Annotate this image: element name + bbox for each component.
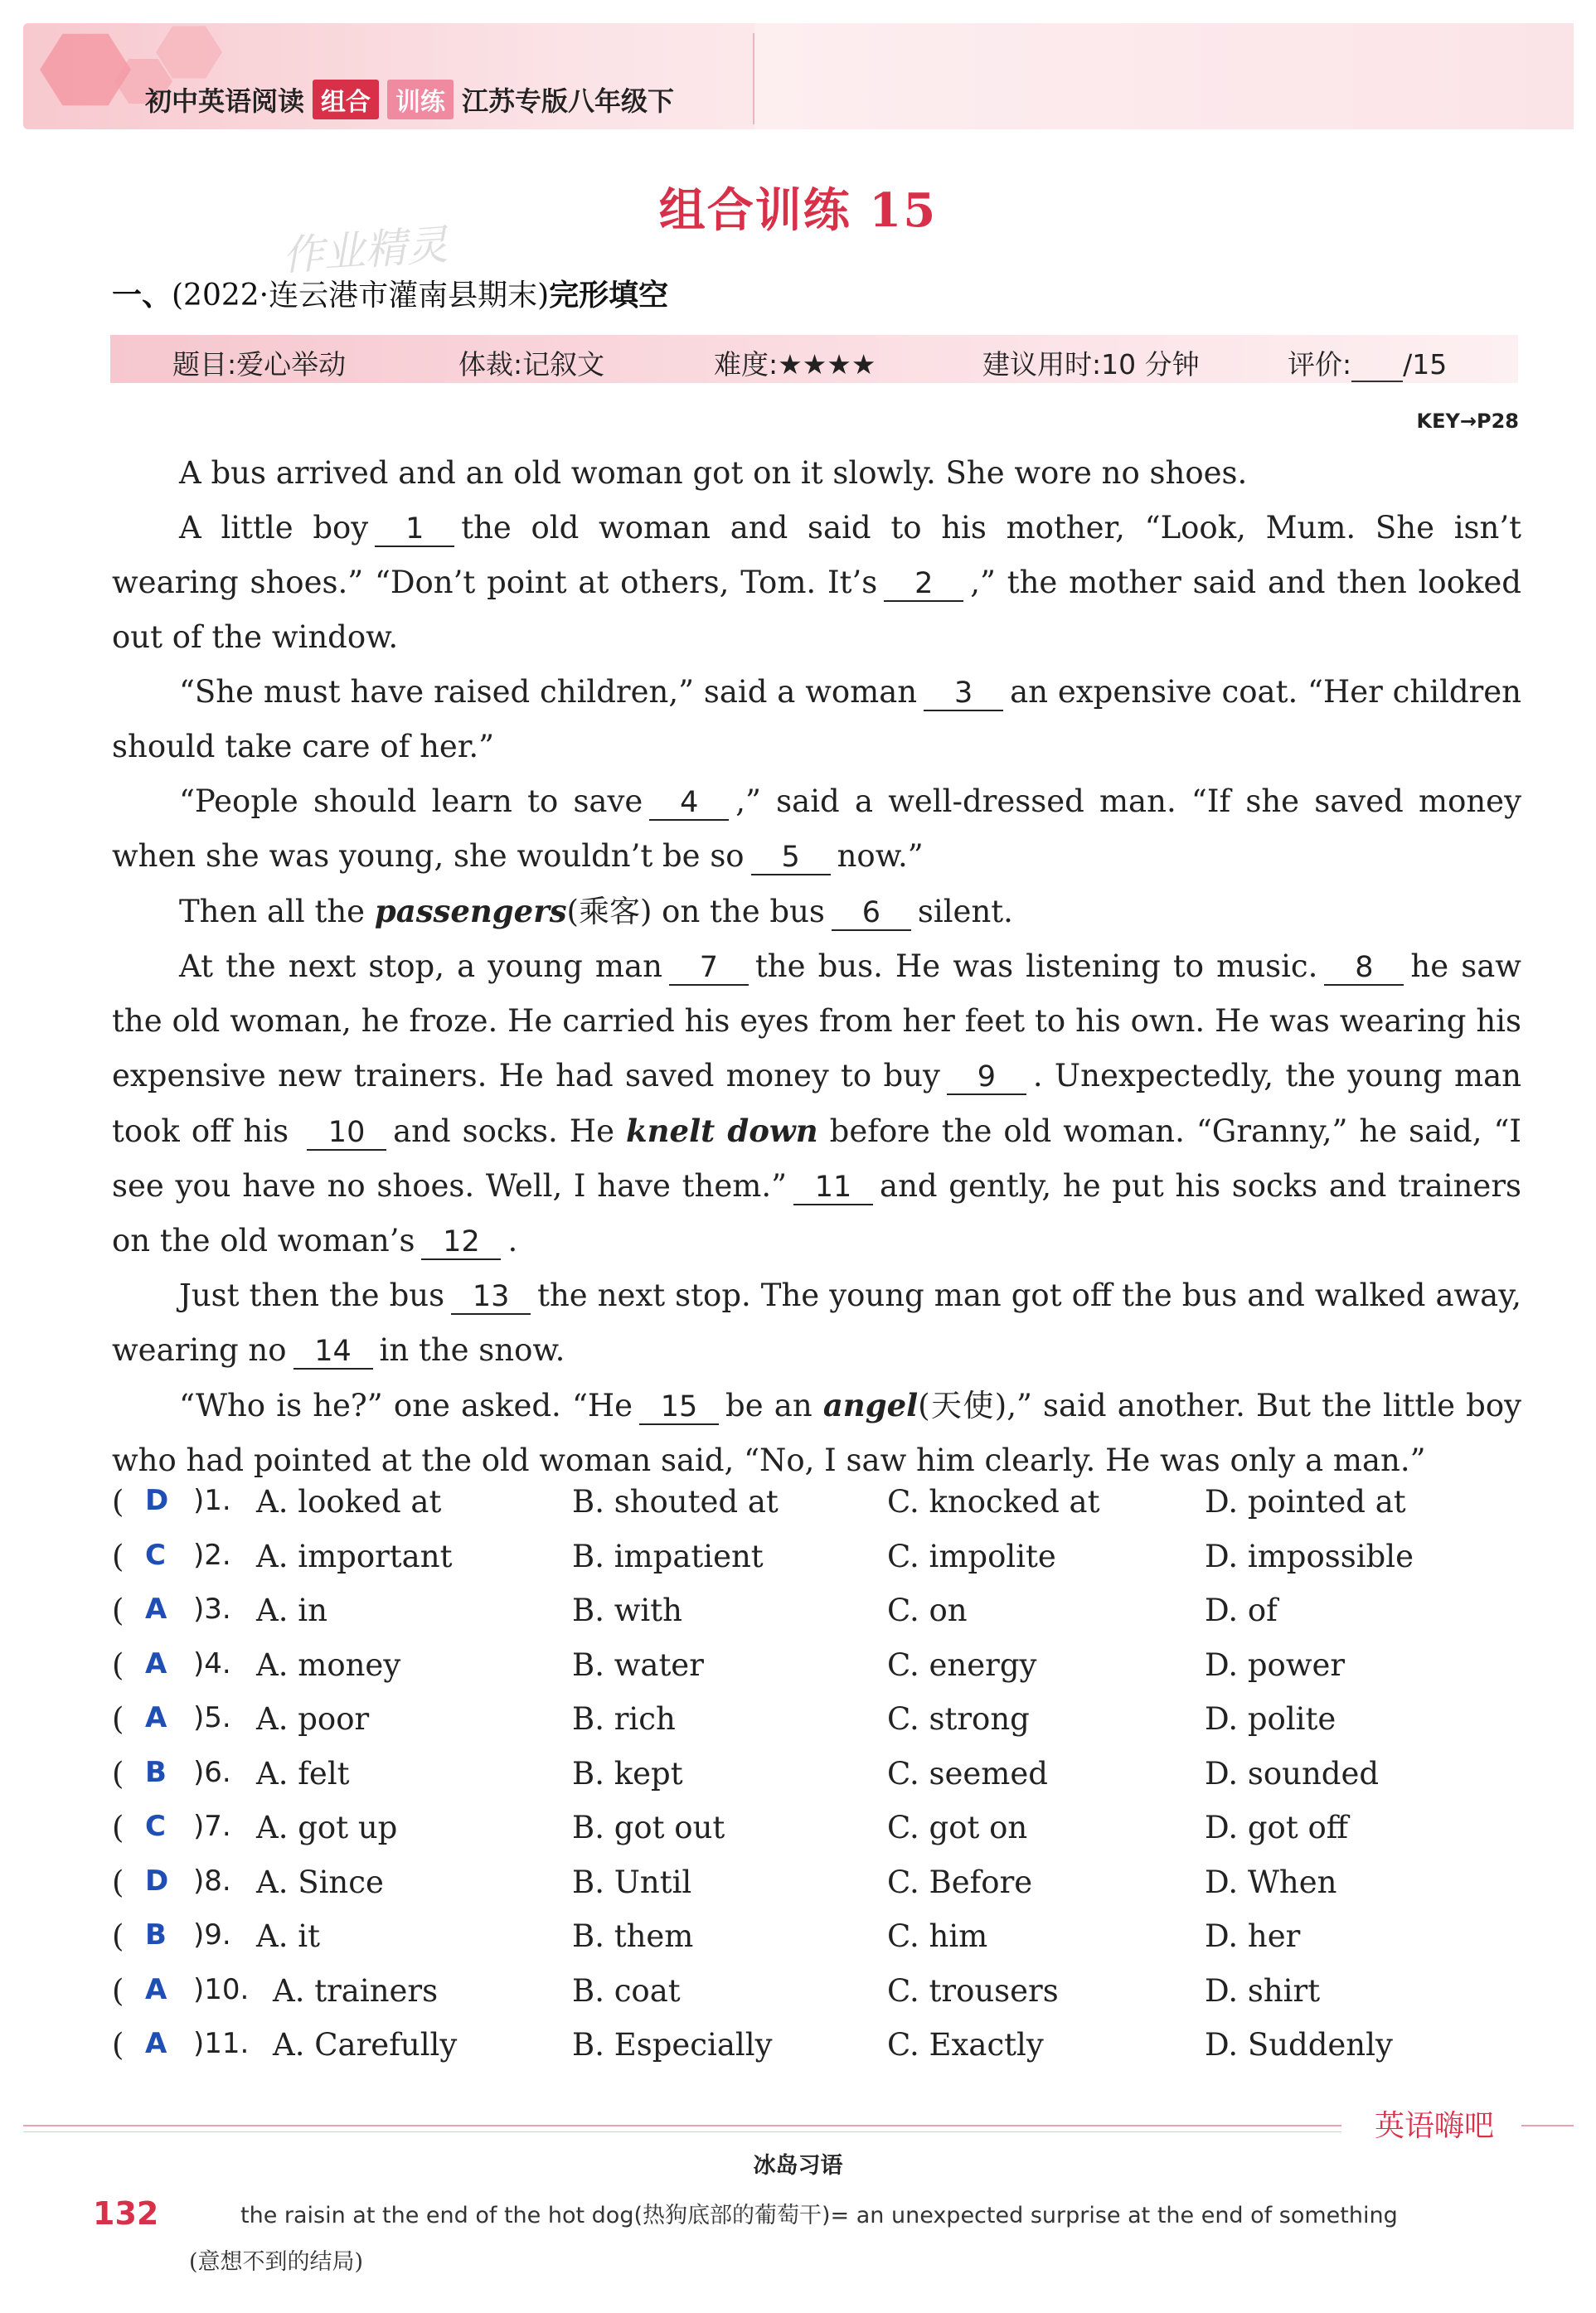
text: the bus. He was listening to music.: [754, 948, 1318, 984]
text: and socks. He: [393, 1113, 614, 1149]
answer: A: [145, 1972, 167, 2006]
option-b: B. them: [572, 1918, 694, 1954]
answer: C: [145, 1538, 166, 1572]
option-d: D. pointed at: [1205, 1484, 1406, 1520]
paren: (: [112, 1755, 124, 1792]
footer-divider: [1521, 2125, 1574, 2126]
option-c: C. him: [887, 1918, 988, 1954]
option-a: A. in: [256, 1593, 327, 1628]
paragraph-4: [112, 774, 1521, 884]
text: At the next stop, a young man: [179, 948, 662, 984]
question-number: )7.: [193, 1810, 231, 1843]
paragraph-7: [112, 1268, 1521, 1378]
question-row: [112, 1593, 1521, 1647]
blank-11: 11: [793, 1171, 873, 1205]
question-row: [112, 1647, 1521, 1702]
option-c: C. strong: [887, 1701, 1030, 1737]
option-d: D. power: [1205, 1646, 1346, 1683]
answer: A: [145, 2027, 167, 2060]
blank-3: 3: [924, 676, 1003, 711]
blank-7: 7: [669, 951, 749, 986]
option-a: A. money: [256, 1646, 401, 1683]
text: an expensive coat. “Her children should take care of her.”: [112, 674, 1521, 764]
question-row: [112, 2027, 1521, 2082]
tag-training: 训练: [387, 80, 454, 119]
text: and gently, he put his socks and trainers on the old woman’s: [112, 1168, 1522, 1258]
text: .: [507, 1223, 518, 1258]
paragraph-8: [112, 1378, 1521, 1488]
option-a: A. poor: [256, 1701, 370, 1737]
text: ,” the mother said and then looked out of the window.: [112, 565, 1521, 655]
option-a: A. felt: [256, 1755, 350, 1792]
option-c: C. seemed: [887, 1755, 1048, 1792]
text: . Unexpectedly, the young man took off his: [112, 1058, 1521, 1149]
text: now.”: [837, 838, 924, 874]
blank-5: 5: [751, 841, 831, 875]
option-a: A. got up: [256, 1810, 398, 1845]
option-b: B. water: [572, 1646, 704, 1683]
text: before the old woman. “Granny,” he said, “I see you have no shoes. Well, I have them.”: [112, 1113, 1522, 1204]
question-row: [112, 1484, 1521, 1539]
question-number: )11.: [193, 2027, 250, 2060]
score-blank[interactable]: [1351, 357, 1403, 382]
vocab-angel: angel: [822, 1387, 919, 1423]
paragraph-3: [112, 665, 1521, 774]
text: in the snow.: [379, 1332, 565, 1368]
question-row: [112, 1701, 1521, 1756]
option-d: D. When: [1205, 1864, 1337, 1900]
option-a: A. looked at: [256, 1484, 442, 1520]
question-number: )9.: [193, 1918, 231, 1952]
question-number: )4.: [193, 1646, 231, 1680]
blank-14: 14: [293, 1335, 373, 1370]
blank-6: 6: [832, 896, 911, 931]
option-d: D. of: [1205, 1593, 1278, 1628]
blank-12: 12: [421, 1225, 501, 1260]
edition: 江苏专版八年级下: [462, 85, 675, 117]
paren: (: [112, 1972, 124, 2009]
question-number: )3.: [193, 1593, 231, 1626]
question-row: [112, 1539, 1521, 1593]
option-d: D. impossible: [1205, 1538, 1414, 1574]
answer-key-ref: KEY→P28: [1416, 410, 1519, 433]
option-b: B. coat: [572, 1972, 681, 2009]
question-number: )10.: [193, 1972, 250, 2006]
text: (乘客) on the bus: [566, 894, 825, 929]
question-row: [112, 1918, 1521, 1973]
option-b: B. Until: [572, 1864, 692, 1900]
text: “People should learn to save: [179, 783, 643, 819]
page-number: 132: [93, 2195, 159, 2232]
paragraph-1: A bus arrived and an old woman got on it slowly. She wore no shoes.: [179, 455, 1248, 491]
paragraph-6: [112, 939, 1521, 1268]
question-row: [112, 1810, 1521, 1864]
score-total: /15: [1403, 348, 1448, 381]
text: he saw the old woman, he froze. He carried his eyes from her feet to his own. He was wearing his expensive new trainers. He had saved money to buy: [112, 948, 1521, 1093]
blank-13: 13: [451, 1280, 531, 1315]
option-b: B. Especially: [572, 2027, 773, 2063]
option-b: B. rich: [572, 1701, 676, 1737]
question-number: )5.: [193, 1701, 231, 1734]
vocab-knelt-down: knelt down: [626, 1113, 818, 1149]
question-row: [112, 1756, 1521, 1811]
footer-divider: [23, 2125, 1341, 2126]
idiom-translation: (意想不到的结局): [189, 2249, 364, 2275]
option-d: D. Suddenly: [1205, 2027, 1393, 2063]
info-bar: [110, 335, 1518, 383]
answer: A: [145, 1701, 167, 1734]
paragraph-5: [112, 884, 1521, 939]
text: ,” said a well-dressed man. “If she saved money when she was young, she wouldn’t be so: [112, 783, 1521, 874]
info-genre: 体裁:记叙文: [458, 348, 605, 381]
answer: B: [145, 1918, 167, 1952]
question-number: )6.: [193, 1755, 231, 1789]
option-a: A. trainers: [273, 1972, 439, 2009]
paragraph-2: [112, 501, 1521, 665]
option-c: C. Exactly: [887, 2027, 1044, 2063]
paren: (: [112, 1810, 124, 1845]
text: (天使),” said another. But the little boy who had pointed at the old woman said, “No, I saw him clearly. He was only a man.”: [112, 1388, 1521, 1478]
header-right-band: [754, 23, 1574, 129]
paren: (: [112, 1864, 124, 1900]
option-a: A. Carefully: [273, 2027, 458, 2063]
paren: (: [112, 1918, 124, 1954]
info-topic: 题目:爱心举动: [172, 348, 347, 381]
section-heading: [112, 272, 668, 314]
paren: (: [112, 1593, 124, 1628]
option-c: C. impolite: [887, 1538, 1056, 1574]
section-source: (2022·连云港市灌南县期末): [172, 279, 550, 313]
blank-2: 2: [884, 567, 963, 602]
text: A little boy: [179, 510, 369, 546]
option-b: B. shouted at: [572, 1484, 779, 1520]
blank-1: 1: [375, 512, 454, 547]
paren: (: [112, 1484, 124, 1520]
option-d: D. her: [1205, 1918, 1301, 1954]
option-c: C. on: [887, 1593, 968, 1628]
header-title: [145, 80, 674, 119]
paren: (: [112, 1538, 124, 1574]
answer: A: [145, 1593, 167, 1626]
footer-title: 冰岛习语: [753, 2153, 843, 2179]
watermark: 作业精灵: [280, 221, 450, 280]
section-number: 一、: [112, 279, 172, 313]
footer-brand: 英语嗨吧: [1375, 2109, 1495, 2143]
option-d: D. sounded: [1205, 1755, 1380, 1792]
option-b: B. got out: [572, 1810, 725, 1845]
text: “Who is he?” one asked. “He: [179, 1388, 633, 1423]
option-c: C. energy: [887, 1646, 1037, 1683]
blank-9: 9: [947, 1060, 1026, 1095]
option-a: A. it: [256, 1918, 320, 1954]
answer: B: [145, 1755, 167, 1789]
question-row: [112, 1864, 1521, 1919]
question-number: )8.: [193, 1864, 231, 1898]
tag-combo: 组合: [313, 80, 379, 119]
option-c: C. Before: [887, 1864, 1033, 1900]
answer: C: [145, 1810, 166, 1843]
info-time: 建议用时:10 分钟: [982, 348, 1200, 381]
header-divider: [753, 33, 754, 124]
option-d: D. polite: [1205, 1701, 1336, 1737]
text: “She must have raised children,” said a woman: [179, 674, 918, 710]
paren: (: [112, 1701, 124, 1737]
option-b: B. kept: [572, 1755, 683, 1792]
info-difficulty: 难度:★★★★: [714, 348, 876, 381]
text: be an: [725, 1388, 813, 1423]
info-score: [1288, 343, 1447, 382]
answer: D: [145, 1864, 169, 1898]
option-d: D. got off: [1205, 1810, 1349, 1845]
paren: (: [112, 2027, 124, 2063]
text: Then all the: [179, 894, 366, 929]
option-a: A. Since: [256, 1864, 384, 1900]
answer: D: [145, 1484, 169, 1517]
page-title: 组合训练 15: [658, 183, 938, 238]
option-b: B. with: [572, 1593, 682, 1628]
question-list: [112, 1484, 1521, 2082]
option-c: C. trousers: [887, 1972, 1059, 2009]
passage: [112, 446, 1521, 1488]
text: the next stop. The young man got off the bus and walked away, wearing no: [112, 1278, 1521, 1368]
option-a: A. important: [256, 1538, 453, 1574]
option-d: D. shirt: [1205, 1972, 1321, 2009]
option-c: C. got on: [887, 1810, 1028, 1845]
blank-4: 4: [649, 786, 729, 821]
option-b: B. impatient: [572, 1538, 764, 1574]
question-number: )1.: [193, 1484, 231, 1517]
blank-8: 8: [1324, 951, 1404, 986]
blank-10: 10: [307, 1116, 386, 1151]
hexagon-decoration: [40, 30, 131, 109]
question-row: [112, 1973, 1521, 2028]
option-c: C. knocked at: [887, 1484, 1100, 1520]
question-number: )2.: [193, 1538, 231, 1572]
vocab-passengers: passengers: [374, 893, 567, 929]
blank-15: 15: [639, 1390, 719, 1425]
book-name: 初中英语阅读: [145, 85, 305, 117]
score-label: 评价:: [1288, 348, 1352, 381]
text: Just then the bus: [179, 1278, 445, 1313]
paren: (: [112, 1646, 124, 1683]
section-type: 完形填空: [549, 279, 669, 313]
footer-divider: [23, 2131, 1341, 2132]
idiom-text: the raisin at the end of the hot dog(热狗底部的葡萄干)= an unexpected surprise at the end of something: [240, 2203, 1398, 2228]
answer: A: [145, 1646, 167, 1680]
text: the old woman and said to his mother, “Look, Mum. She isn’t wearing shoes.” “Don’t point at others, Tom. It’s: [112, 510, 1522, 600]
text: silent.: [917, 894, 1013, 929]
